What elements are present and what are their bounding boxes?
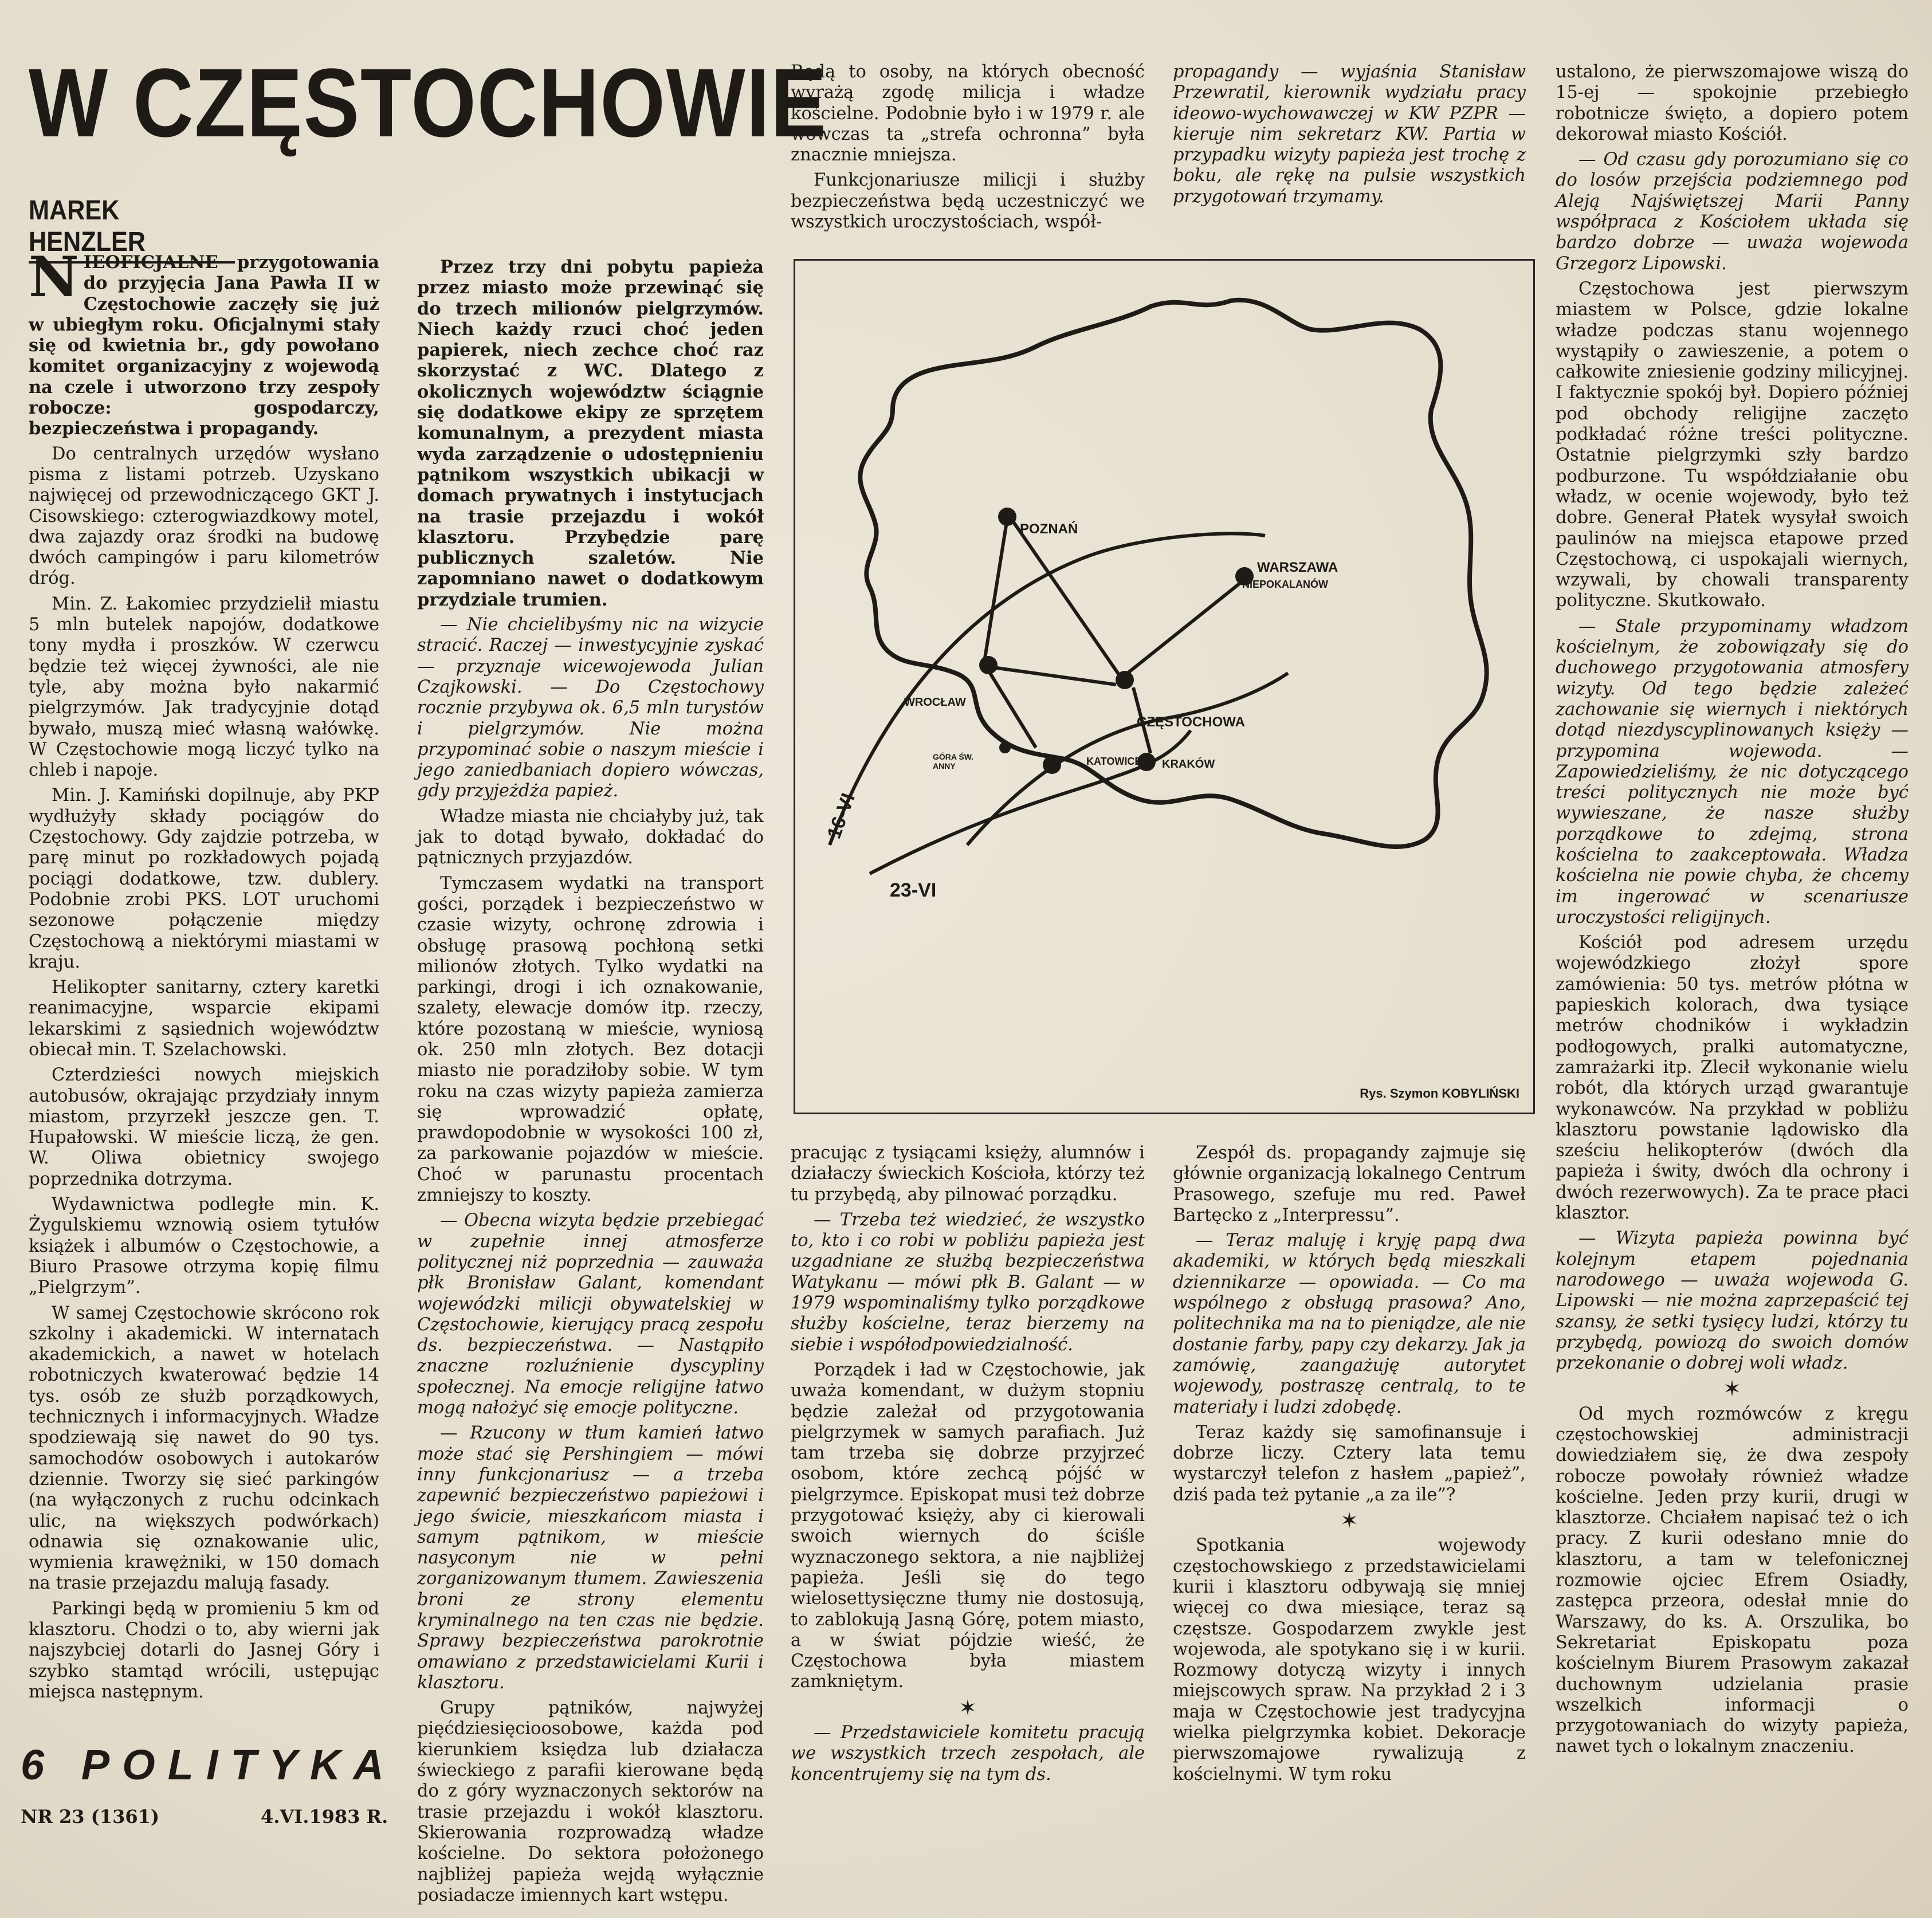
quote-paragraph: — Od czasu gdy porozumiano się co do losów przejścia podziemnego pod Aleją Najświętszej Marii Panny współpraca z Kościołem układa się bardzo dobrze — uważa wojewoda Grzegorz Lipowski. — [1556, 150, 1909, 274]
quote-paragraph: — Teraz maluję i kryję papą dwa akademiki, w których będą mieszkali dziennikarze — opowiada. — Co ma wspólnego z obsługą prasowa? Ano, politechnika ma na to pieniądze, ale nie dostanie farby, papy czy dekarzy. Jak ja zamówię, zaangażuję autorytet wojewody, postraszę centralą, to te materiały i ludzi zdobędę. — [1173, 1231, 1526, 1417]
column-4-top — [1173, 62, 1526, 212]
quote-paragraph: — Rzucony w tłum kamień łatwo może stać się Pershingiem — mówi inny funkcjonariusz — a trzeba zapewnić bezpieczeństwo papieżowi i jego świcie, mieszkańcom miasta i samym pątnikom, w mieście nasyconym nie w pełni zorganizowanym tłumem. Zawieszenia broni ze strony elementu kryminalnego na ten czas nie będzie. Sprawy bezpieczeństwa parokrotnie omawiano z przedstawicielami Kurii i klasztoru. — [417, 1423, 764, 1693]
column-2 — [417, 257, 764, 1911]
publication-brand: 6 POLITYKA — [21, 1741, 396, 1789]
city-label-warszawa: WARSZAWA — [1257, 560, 1338, 575]
city-dot-czestochowa — [1116, 671, 1134, 689]
paragraph: Czterdzieści nowych miejskich autobusów, okrajając przydziały innym miastom, przyrzekł jeszcze gen. T. Hupałowski. W mieście liczą, że gen. W. Oliwa obietnicy swojego poprzednika dotrzyma. — [29, 1065, 379, 1189]
lead-paragraph: NIEOFICJALNE przygotowania do przyjęcia Jana Pawła II w Częstochowie zaczęły się już w ubiegłym roku. Oficjalnymi stały się od kwietnia br., gdy powołano komitet organizacyjny z wojewodą na czele i utworzono trzy zespoły robocze: gospodarczy, bezpieczeństwa i propagandy. — [29, 245, 379, 439]
issue-date: 4.VI.1983 R. — [261, 1806, 388, 1827]
paragraph: Porządek i ład w Częstochowie, jak uważa komendant, w dużym stopniu będzie zależał od przygotowania pielgrzymek w samych parafiach. Już tam trzeba się dobrze przyjrzeć osobom, które zechcą pójść w pielgrzymce. Episkopat musi też dobrze przygotować księży, aby ci kierowali swoich wiernych do ściśle wyznaczonego sektora, a nie najbliżej papieża. Jeśli się do tego wielosettysięczne tłumy nie dostosują, to zablokują Jasną Górę, potem miasto, a w świat pójdzie wieść, że Częstochowa była miastem zamkniętym. — [791, 1359, 1145, 1692]
paragraph: W samej Częstochowie skrócono rok szkolny i akademicki. W internatach akademickich, a nawet w hotelach robotniczych kwaterować będzie 14 tys. osób ze służb porządkowych, technicznych i informacyjnych. Władze spodziewają się nawet do 90 tys. samochodów osobowych i autokarów dziennie. Tworzy się sieć parkingów (na wyłączonych z ruchu odcinkach ulic, na większych podwórkach) odnawia się oznakowanie ulic, wymienia krawężniki, w 150 domach na trasie przejazdu malują fasady. — [29, 1303, 379, 1594]
map-credit: Rys. Szymon KOBYLIŃSKI — [1360, 1086, 1519, 1101]
article-author: MAREK HENZLER — [29, 195, 235, 264]
city-label-czestochowa: CZĘSTOCHOWA — [1137, 714, 1245, 730]
column-3-top — [791, 62, 1145, 237]
paragraph: Będą to osoby, na których obecność wyrażą zgodę milicja i władze kościelne. Podobnie było i w 1979 r. ale wówczas ta „strefa ochronna” była znacznie mniejsza. — [791, 62, 1145, 166]
paragraph: Częstochowa jest pierwszym miastem w Polsce, gdzie lokalne władze podczas stanu wojennego wystąpiły o zawieszenie, a potem o całkowite zniesienie godziny milicyjnej. I faktycznie spokój był. Dopiero później pod obchody religijne zaczęto podkładać różne treści polityczne. Ostatnie pielgrzymki szły bardzo podburzone. Tu współdziałanie obu władz, w ocenie wojewody, było też dobre. Generał Płatek wysyłał swoich paulinów na miejsca etapowe przed Częstochową, ci uspokajali wiernych, wzywali, by chowali transparenty polityczne. Skutkowało. — [1556, 278, 1909, 611]
paragraph: Helikopter sanitarny, cztery karetki reanimacyjne, wsparcie ekipami lekarskimi z sąsiednich województw obiecał min. T. Szelachowski. — [29, 977, 379, 1060]
paragraph: Grupy pątników, najwyżej pięćdziesięcioosobowe, każda pod kierunkiem księdza lub działacza świeckiego z parafii kierowane będą do z góry wyznaczonych sektorów na trasie przejazdu i wokół klasztoru. Skierowania rozprowadzą władze kościelne. Do sektora położonego najbliżej papieża wejdą wyłącznie posiadacze imiennych kart wstępu. — [417, 1698, 764, 1905]
column-4-bottom — [1173, 1143, 1526, 1790]
city-label-poznan: POZNAŃ — [1020, 521, 1078, 537]
route-czestochowa-warszawa — [1128, 581, 1242, 673]
city-dot-wroclaw — [979, 656, 998, 674]
paragraph: Tymczasem wydatki na transport gości, porządek i bezpieczeństwo w czasie wizyty, ochronę zdrowia i obsługę prasową pochłoną setki milionów złotych. Tylko wydatki na parkingi, drogi i ich oznakowanie, szalety, elewacje domów itp. rzeczy, które pozostaną w mieście, wyniosą ok. 250 mln złotych. Bez dotacji miasto nie poradziłoby sobie. W tym roku na czas wizyty papieża zamierza się wprowadzić opłatę, prawdopodobnie w wysokości 100 zł, za parkowanie pojazdów w mieście. Choć w parunastu procentach zmniejszy to koszty. — [417, 873, 764, 1206]
paragraph: Od mych rozmówców z kręgu częstochowskiej administracji dowiedziałem się, że dwa zespoły robocze powołały również władze kościelne. Jeden przy kurii, drugi w klasztorze. Chciałem napisać też o ich pracy. Z kurii odesłano mnie do klasztoru, a tam w telefonicznej rozmowie ojciec Efrem Osiadły, zastępca przeora, odesłał mnie do Warszawy, do ks. A. Orszulika, bo Sekretariat Episkopatu poza kościelnym Biurem Prasowym zakazał duchownym udzielania prasie wszelkich informacji o przygotowaniach do wizyty papieża, nawet tych o lokalnym znaczeniu. — [1556, 1404, 1909, 1757]
city-dot-poznan — [998, 508, 1016, 526]
issue-number: NR 23 (1361) — [21, 1806, 159, 1827]
paragraph: Wydawnictwa podległe min. K. Żygulskiemu wznowią osiem tytułów książek i albumów o Częstochowie, a Biuro Prasowe otrzyma kopię filmu „Pielgrzym”. — [29, 1194, 379, 1298]
city-label-niepokalanow: NIEPOKALANÓW — [1242, 579, 1328, 590]
quote-paragraph: — Nie chcielibyśmy nic na wizycie stracić. Raczej — inwestycyjnie zyskać — przyznaje wicewojewoda Julian Czajkowski. — Do Częstochowy rocznie przybywa ok. 6,5 mln turystów i pielgrzymów. Nie można przypominać sobie o naszym mieście i jego zaniedbaniach dopiero wówczas, gdy przyjeżdża papież. — [417, 615, 764, 801]
paragraph: Min. Z. Łakomiec przydzielił miastu 5 mln butelek napojów, dodatkowe tony mydła i proszków. W czerwcu będzie też więcej żywności, ale nie tyle, aby można było nakarmić pielgrzymów. Jak tradycyjnie dotąd bywało, muszą mieć własną wałówkę. W Częstochowie mogą liczyć tylko na chleb i napoje. — [29, 594, 379, 781]
city-label-katowice: KATOWICE — [1086, 756, 1142, 767]
quote-paragraph: — Przedstawiciele komitetu pracują we wszystkich trzech zespołach, ale koncentrujemy się na tym ds. — [791, 1723, 1145, 1785]
quote-paragraph: — Obecna wizyta będzie przebiegać w zupełnie innej atmosferze politycznej niż poprzednia — zauważa płk Bronisław Galant, komendant wojewódzki milicji obywatelskiej w Częstochowie, kierujący pracą zespołu ds. bezpieczeństwa. — Nastąpiło znaczne rozluźnienie dyscypliny społecznej. Na emocje religijne łatwo mogą nałożyć się emocje polityczne. — [417, 1210, 764, 1418]
paragraph: Kościół pod adresem urzędu wojewódzkiego złożył spore zamówienia: 50 tys. metrów płótna w papieskich kolorach, dwa tysiące metrów chodników i wykładzin podłogowych, pralki automatyczne, zamrażarki itp. Zlecił wykonanie wielu robót, dla których urząd gwarantuje wykonawców. Na przykład w pobliżu klasztoru powstanie lądowisko dla sześciu helikopterów (dwóch dla papieża i świty, dwóch dla ochrony i dwóch rezerwowych). Za te prace płaci klasztor. — [1556, 933, 1909, 1224]
column-5 — [1556, 62, 1909, 1762]
section-separator: ✶ — [1340, 1508, 1358, 1534]
paragraph: Spotkania wojewody częstochowskiego z przedstawicielami kurii i klasztoru odbywają się mniej więcej co dwa miesiące, teraz są częstsze. Gospodarzem zwykle jest wojewoda, ale spotykano się i w kurii. Rozmowy dotyczą wizyty i innych miejscowych spraw. Na przykład 2 i 3 maja w Częstochowie jest tradycyjna wielka pielgrzymka kobiet. Dekoracje pierwszomajowe rywalizują z kościelnymi. W tym roku — [1173, 1535, 1526, 1785]
paragraph: Zespół ds. propagandy zajmuje się głównie organizacją lokalnego Centrum Prasowego, szefuje mu red. Paweł Bartęcko z „Interpressu”. — [1173, 1143, 1526, 1225]
drop-cap: N — [29, 245, 79, 309]
route-poznan-czestochowa — [1013, 521, 1122, 679]
paragraph: Przez trzy dni pobytu papieża przez miasto może przewinąć się do trzech milionów pielgrzymów. Niech każdy rzuci choć jeden papierek, niech zechce choć raz skorzystać z WC. Dlatego z okolicznych województw ściągnie się dodatkowe ekipy ze sprzętem komunalnym, a prezydent miasta wyda zarządzenie o udostępnieniu pątnikom wszystkich ubikacji w domach prywatnych i instytucjach na trasie przejazdu i wokół klasztoru. Przybędzie parę publicznych szaletów. Nie zapomniano nawet o dodatkowym przydziale trumien. — [417, 257, 764, 610]
paragraph: Min. J. Kamiński dopilnuje, aby PKP wydłużyły składy pociągów do Częstochowy. Gdy zajdzie potrzeba, w parę minut po rozkładowych pojadą pociągi dodatkowe, tzw. dublery. Podobnie zrobi PKS. LOT uruchomi sezonowe połączenie między Częstochową a niektórymi miastami w kraju. — [29, 785, 379, 972]
column-1 — [29, 245, 379, 1707]
route-wroclaw-czestochowa — [993, 667, 1116, 685]
section-separator: ✶ — [959, 1695, 977, 1720]
city-label-wroclaw: WROCŁAW — [904, 696, 966, 709]
paragraph: Teraz każdy się samofinansuje i dobrze liczy. Cztery lata temu wystarczył telefon z hasłem „papież”, dziś pada też pytanie „a za ile”? — [1173, 1422, 1526, 1505]
paragraph: ustalono, że pierwszomajowe wiszą do 15-ej — spokojnie przebiegło robotnicze święto, a dopiero potem dekorował miasto Kościół. — [1556, 62, 1909, 144]
poland-map-svg — [795, 261, 1533, 1113]
city-label-krakow: KRAKÓW — [1162, 758, 1215, 771]
paragraph: Funkcjonariusze milicji i służby bezpieczeństwa będą uczestniczyć we wszystkich uroczystościach, współ- — [791, 170, 1145, 233]
article-title: W CZĘSTOCHOWIE — [29, 49, 827, 158]
column-3-bottom — [791, 1143, 1145, 1790]
paragraph: Władze miasta nie chciałyby już, tak jak to dotąd bywało, dokładać do pątnicznych przyjazdów. — [417, 806, 764, 868]
section-separator: ✶ — [1723, 1376, 1741, 1402]
route-map — [794, 259, 1535, 1114]
city-label-gora-sw-anny: GÓRA ŚW. ANNY — [933, 752, 974, 771]
city-dot-gora-sw-anny — [999, 742, 1011, 753]
quote-paragraph: propagandy — wyjaśnia Stanisław Przewratil, kierownik wydziału pracy ideowo-wychowawczej w KW PZPR — kieruje nim sekretarz KW. Partia w przypadku wizyty papieża jest trochę z boku, ale rękę na pulsie wszystkich przygotowań trzymamy. — [1173, 62, 1526, 207]
paragraph: Parkingi będą w promieniu 5 km od klasztoru. Chodzi o to, aby wierni jak najszybciej dotarli do Jasnej Góry i szybko stamtąd wrócili, ustępując miejsca następnym. — [29, 1598, 379, 1702]
route-poznan-wroclaw — [984, 518, 1007, 662]
date-label-16-vi: 16-VI — [823, 790, 859, 842]
quote-paragraph: — Wizyta papieża powinna być kolejnym etapem pojednania narodowego — uważa wojewoda G. Lipowski — nie można zaprzepaścić tej szansy, że setki tysięcy ludzi, którzy tu przybędą, powiozą do swoich domów przekonanie o dobrej woli władz. — [1556, 1228, 1909, 1374]
quote-paragraph: — Stale przypominamy władzom kościelnym, że zobowiązały się do duchowego przygotowania atmosfery wizyty. Od tego będzie zależeć zachowanie się wiernych i niektórych dotąd niezdyscyplinowanych księży — przypomina wojewoda. — Zapowiedzieliśmy, że nic dotyczącego treści politycznych nie może być wywieszane, że nasze służby porządkowe to zdejmą, strona kościelna to zaakceptowała. Władza kościelna nie powie chyba, że chcemy im ingerować w scenariusze uroczystości religijnych. — [1556, 616, 1909, 927]
quote-paragraph: — Trzeba też wiedzieć, że wszystko to, kto i co robi w pobliżu papieża jest uzgadniane ze służbą bezpieczeństwa Watykanu — mówi płk B. Galant — w 1979 wspominaliśmy tylko porządkowe służby kościelne, teraz bierzemy na siebie i współodpowiedzialność. — [791, 1209, 1145, 1355]
paragraph: pracując z tysiącami księży, alumnów i działaczy świeckich Kościoła, którzy też tu przybędą, aby pilnować porządku. — [791, 1143, 1145, 1205]
city-dot-katowice — [1043, 756, 1061, 774]
paragraph: Do centralnych urzędów wysłano pisma z listami potrzeb. Uzyskano najwięcej od przewodniczącego GKT J. Cisowskiego: czterogwiazdkowy motel, dwa zajazdy oraz środki na budowę dwóch campingów i paru kilometrów dróg. — [29, 443, 379, 589]
date-label-23-vi: 23-VI — [890, 879, 937, 901]
